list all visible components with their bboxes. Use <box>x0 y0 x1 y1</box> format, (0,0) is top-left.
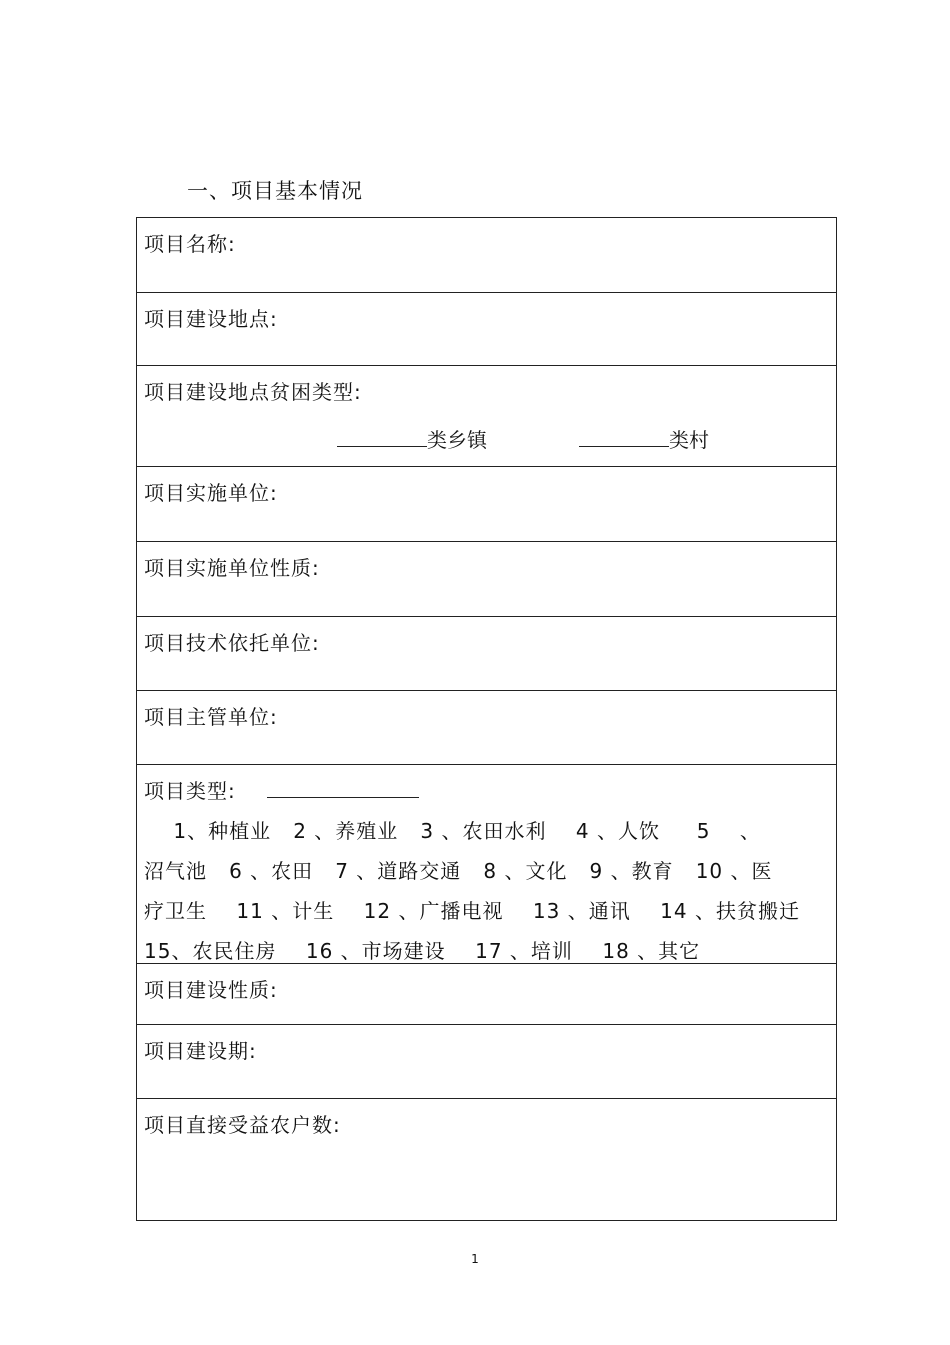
supervisor-label: 项目主管单位: <box>144 705 278 729</box>
row-beneficiaries <box>137 1099 836 1222</box>
project-type-text: 项目类型: <box>144 779 236 803</box>
row-impl-unit-nature <box>137 542 836 617</box>
row-construction-period <box>137 1025 836 1099</box>
row-project-type <box>137 765 836 964</box>
row-construction-nature <box>137 964 836 1025</box>
row-supervisor <box>137 691 836 765</box>
type-line-4: 15、农民住房 16 、市场建设 17 、培训 18 、其它 <box>144 939 701 963</box>
construction-nature-label: 项目建设性质: <box>144 978 278 1002</box>
poverty-village-group <box>579 424 709 453</box>
poverty-village-blank[interactable] <box>579 445 669 447</box>
impl-unit-label: 项目实施单位: <box>144 481 278 505</box>
project-name-label: 项目名称: <box>144 232 236 256</box>
type-line-3: 疗卫生 11 、计生 12 、广播电视 13 、通讯 14 、扶贫搬迁 <box>144 899 800 923</box>
beneficiaries-label: 项目直接受益农户数: <box>144 1113 341 1137</box>
poverty-village-label: 类村 <box>669 428 709 452</box>
impl-unit-nature-label: 项目实施单位性质: <box>144 556 320 580</box>
project-type-blank[interactable] <box>267 796 419 798</box>
row-tech-unit <box>137 617 836 691</box>
construction-period-label: 项目建设期: <box>144 1039 257 1063</box>
poverty-township-blank[interactable] <box>337 445 427 447</box>
page-number: 1 <box>471 1252 479 1266</box>
poverty-township-group <box>337 424 487 453</box>
project-basic-info-form <box>136 217 837 1221</box>
type-line-1: 1、种植业 2 、养殖业 3 、农田水利 4 、人饮 5 、 <box>144 819 761 843</box>
section-heading: 一、项目基本情况 <box>187 179 363 203</box>
project-type-label <box>144 775 419 804</box>
row-poverty-type <box>137 366 836 467</box>
project-location-label: 项目建设地点: <box>144 307 278 331</box>
poverty-township-label: 类乡镇 <box>427 428 487 452</box>
row-project-name <box>137 218 836 293</box>
poverty-type-label: 项目建设地点贫困类型: <box>144 380 362 404</box>
type-line-2: 沼气池 6 、农田 7 、道路交通 8 、文化 9 、教育 10 、医 <box>144 859 773 883</box>
tech-unit-label: 项目技术依托单位: <box>144 631 320 655</box>
project-type-options <box>144 811 828 971</box>
row-impl-unit <box>137 467 836 542</box>
row-project-location <box>137 293 836 366</box>
